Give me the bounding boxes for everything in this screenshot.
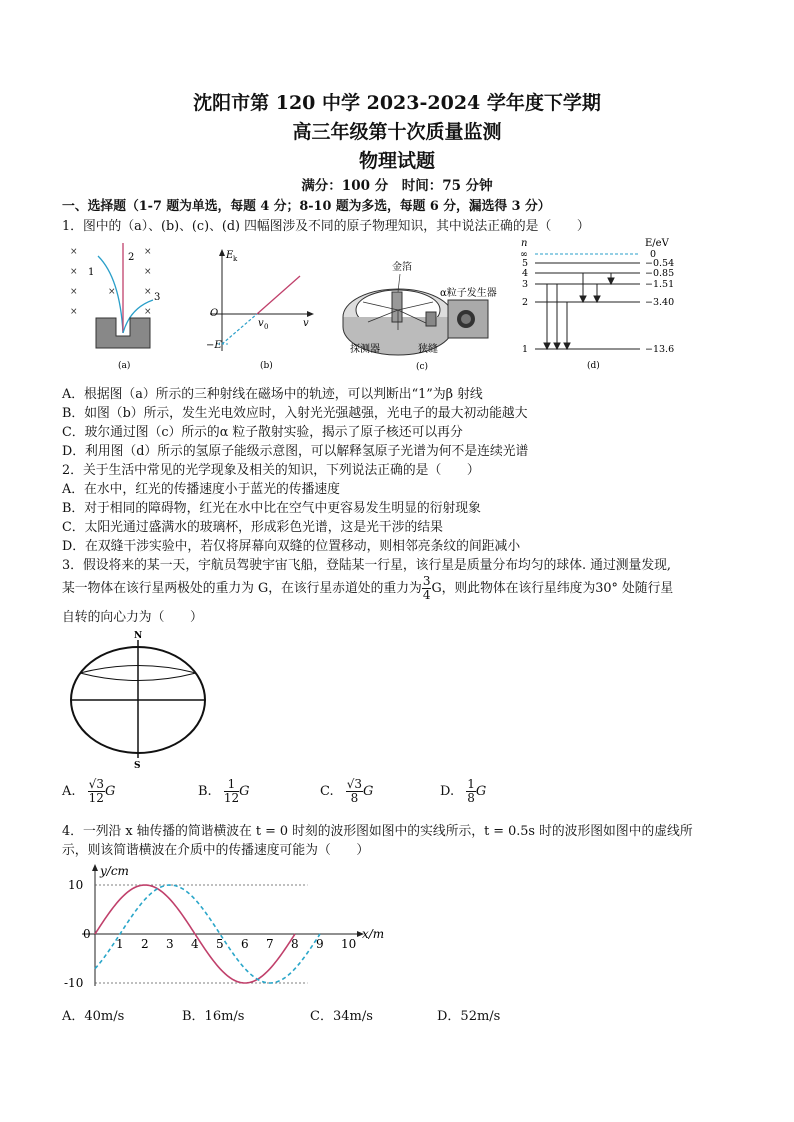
q2-option-c: C．太阳光通过盛满水的玻璃杯，形成彩色光谱，这是光干涉的结果 [62,520,443,535]
fraction-three-quarters: $\frac{3}{4}$ [422,574,431,602]
level-n: ∞ [520,249,528,260]
level-e: −3.40 [645,297,675,308]
y-axis-label: y/cm [100,864,129,878]
label-1: 1 [88,267,95,278]
axis-ek: E [226,250,234,261]
caption-c: (c) [416,362,429,372]
figure-d-energy-levels [515,234,705,372]
e-header: E/eV [645,238,669,249]
x-tick-label: 1 [116,937,124,951]
level-e: −13.6 [645,344,675,355]
exam-grade-title: 高三年级第十次质量监测 [292,121,502,143]
q4-option-b: B．16m/s [182,1009,245,1024]
figure-b-photoelectric-graph [200,246,320,373]
cross-mark: × [70,287,78,297]
q1-option-b: B．如图（b）所示，发生光电效应时，入射光光强越强，光电子的最大初动能越大 [62,406,528,421]
figure-c-alpha-scattering [338,252,508,374]
n-header: n [521,238,528,249]
q2-option-b: B．对于相同的障碍物，红光在水中比在空气中更容易发生明显的衍射现象 [62,501,481,516]
axis-ek-sub: k [233,255,238,263]
q3-option-a: A. $\frac{√3}{12}$ G [62,777,116,805]
label-2: 2 [128,252,135,263]
q3-stem-part1: 某一物体在该行星两极处的重力为 G，在该行星赤道处的重力为 [62,581,422,596]
q2-stem: 2．关于生活中常见的光学现象及相关的知识，下列说法正确的是（ ） [62,463,480,478]
q1-option-a: A．根据图（a）所示的三种射线在磁场中的轨迹，可以判断出“1”为β 射线 [62,387,483,402]
q1-option-d: D．利用图（d）所示的氢原子能级示意图，可以解释氢原子光谱为何不是连续光谱 [62,444,529,459]
x-tick-label: 4 [191,937,199,951]
cross-mark: × [70,307,78,317]
label-slit: 狭缝 [418,344,438,355]
level-n: 2 [522,297,529,308]
exam-school-title: 沈阳市第 120 中学 2023-2024 学年度下学期 [193,92,601,114]
x-tick-label: 10 [341,937,357,951]
level-e: 0 [650,249,657,260]
cross-mark: × [144,287,152,297]
cross-mark: × [144,307,152,317]
x-tick-label: 7 [266,937,274,951]
y-axis-arrow [92,864,98,871]
level-e: −1.51 [645,279,675,290]
x-tick-label: 2 [141,937,149,951]
x-tick-label: 0 [83,927,91,941]
level-n: 1 [522,344,529,355]
label-3: 3 [154,292,161,303]
q4-option-c: C．34m/s [310,1009,373,1024]
section-heading: 一、选择题（1-7 题为单选，每题 4 分；8-10 题为多选，每题 6 分，漏选得 3 分） [62,199,551,214]
south-label: S [134,761,141,770]
q3-stem-line3: 自转的向心力为（ ） [62,610,203,625]
q4-stem-line2: 示，则该简谐横波在介质中的传播速度可能为（ ） [62,843,370,858]
origin-label: O [210,308,219,319]
x-axis-label: x/m [362,927,385,941]
q4-stem-line1: 4．一列沿 x 轴传播的简谐横波在 t = 0 时刻的波形图如图中的实线所示，t = 0.5s 时的波形图如图中的虚线所 [62,824,693,839]
q1-stem: 1．图中的（a）、(b)、(c)、(d) 四幅图涉及不同的原子物理知识，其中说法正确的是（ ） [62,219,590,234]
label-foil: 金箔 [392,262,412,273]
q2-option-a: A．在水中，红光的传播速度小于蓝光的传播速度 [62,482,340,497]
q3-stem-part2: G，则此物体在该行星纬度为30° 处随行星 [431,581,674,596]
cross-mark: × [144,267,152,277]
exam-score-time: 满分：100 分 时间：75 分钟 [301,178,493,194]
north-label: N [134,631,143,641]
q4-option-d: D．52m/s [437,1009,501,1024]
figure-planet [66,628,211,770]
wave-chart [62,858,402,996]
q3-option-c: C. $\frac{√3}{8}$ G [320,777,374,805]
cross-mark: × [144,247,152,257]
x-tick-label: 3 [166,937,174,951]
y-tick-label: 10 [68,878,84,892]
intercept-label: −E [206,340,222,351]
x-tick-label: 5 [216,937,224,951]
q4-option-a: A．40m/s [62,1009,125,1024]
q3-stem-line2 [62,575,673,602]
q3-option-b: B. $\frac{1}{12}$ G [198,777,250,805]
label-alpha-source: α粒子发生器 [440,288,497,299]
cross-mark: × [70,247,78,257]
level-e: −0.54 [645,258,675,269]
q2-option-d: D．在双缝干涉实验中，若仅将屏幕向双缝的位置移动，则相邻亮条纹的间距减小 [62,539,521,554]
caption-a: (a) [118,361,131,371]
figure-a-radiation-tracks [68,238,178,373]
q3-stem-line1: 3．假设将来的某一天，宇航员驾驶宇宙飞船，登陆某一行星，该行星是质量分布均匀的球体. 通过测量发现, [62,558,672,573]
y-tick-label: -10 [64,976,84,990]
caption-b: (b) [260,361,273,371]
q3-option-d: D. $\frac{1}{8}$ G [440,777,487,805]
v-label: v [303,318,309,329]
label-detector: 探测器 [350,344,380,355]
q1-option-c: C．玻尔通过图（c）所示的α 粒子散射实验，揭示了原子核还可以再分 [62,425,463,440]
level-n: 3 [522,279,529,290]
caption-d: (d) [587,361,600,371]
level-n: 4 [522,268,529,279]
cross-mark: × [70,267,78,277]
level-n: 5 [522,258,529,269]
x-tick-label: 9 [316,937,324,951]
x-tick-label: 8 [291,937,299,951]
x-tick-label: 6 [241,937,249,951]
cross-mark: × [108,287,116,297]
v0-sub: 0 [264,323,269,331]
exam-subject-title: 物理试题 [358,150,435,172]
v0-label: v [258,318,264,329]
level-e: −0.85 [645,268,675,279]
